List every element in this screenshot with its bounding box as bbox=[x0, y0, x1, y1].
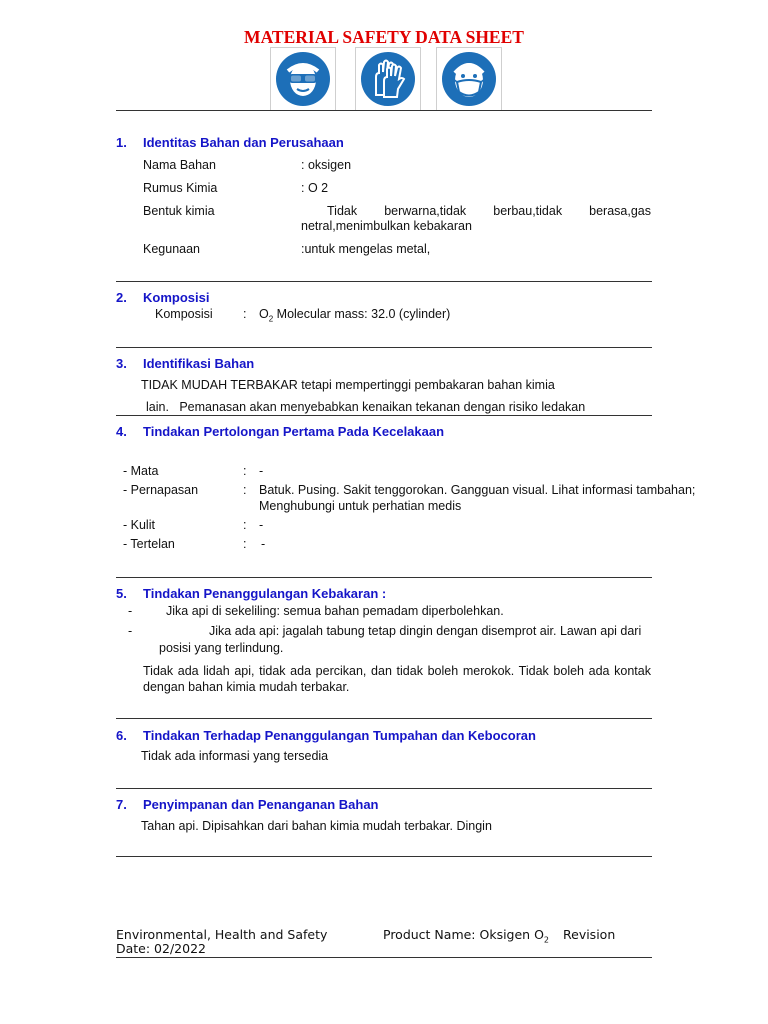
value-tertelan: - bbox=[261, 537, 266, 551]
value-nama-bahan: : oksigen bbox=[301, 158, 352, 172]
protective-gloves-icon bbox=[360, 51, 416, 107]
label-nama-bahan: Nama Bahan bbox=[143, 158, 216, 172]
face-mask-icon bbox=[441, 51, 497, 107]
label-bentuk-kimia: Bentuk kimia bbox=[143, 204, 215, 218]
kebakaran-item-2-line2: posisi yang terlindung. bbox=[159, 641, 284, 655]
divider bbox=[116, 347, 652, 348]
kebakaran-item-1: Jika api di sekeliling: semua bahan pemadam diperbolehkan. bbox=[166, 604, 504, 618]
section-title-identitas: Identitas Bahan dan Perusahaan bbox=[143, 135, 344, 150]
colon: : bbox=[243, 537, 247, 551]
value-bentuk-kimia-line2: netral,menimbulkan kebakaran bbox=[301, 219, 472, 233]
document-title: MATERIAL SAFETY DATA SHEET bbox=[244, 27, 524, 47]
value-kulit: - bbox=[259, 518, 264, 532]
divider bbox=[116, 281, 652, 282]
section-number: 6. bbox=[116, 728, 127, 743]
label-kulit: - Kulit bbox=[123, 518, 155, 532]
label-komposisi: Komposisi bbox=[155, 307, 213, 321]
footer-department: Environmental, Health and Safety bbox=[116, 927, 328, 942]
footer-date: Date: 02/2022 bbox=[116, 941, 206, 956]
footer-revision: Revision bbox=[563, 927, 616, 942]
divider bbox=[116, 856, 652, 857]
label-tertelan: - Tertelan bbox=[123, 537, 175, 551]
colon: : bbox=[243, 483, 247, 497]
colon: : bbox=[243, 518, 247, 532]
kebakaran-para-line2: dengan bahan kimia mudah terbakar. bbox=[143, 680, 350, 694]
value-pernapasan-line1: Batuk. Pusing. Sakit tenggorokan. Gangguan visual. Lihat informasi tambahan; bbox=[259, 483, 696, 497]
bullet: - bbox=[128, 604, 133, 618]
footer-divider bbox=[116, 957, 652, 958]
divider bbox=[116, 415, 652, 416]
identifikasi-text-line2: lain. Pemanasan akan menyebabkan kenaikan tekanan dengan risiko ledakan bbox=[146, 400, 586, 414]
section-number: 2. bbox=[116, 290, 127, 305]
value-kegunaan: :untuk mengelas metal, bbox=[301, 242, 431, 256]
tumpahan-text: Tidak ada informasi yang tersedia bbox=[141, 749, 329, 763]
value-komposisi: $O_2$ Molecular mass: 32.0 (cylinder) bbox=[259, 307, 451, 324]
kebakaran-item-2-line1: Jika ada api: jagalah tabung tetap dingin dengan disemprot air. Lawan api dari bbox=[209, 624, 642, 638]
section-title-tumpahan: Tindakan Terhadap Penanggulangan Tumpahan dan Kebocoran bbox=[143, 728, 536, 743]
bullet: - bbox=[128, 624, 133, 638]
divider bbox=[116, 788, 652, 789]
label-pernapasan: - Pernapasan bbox=[123, 483, 199, 497]
safety-goggles-icon bbox=[275, 51, 331, 107]
colon: : bbox=[243, 464, 247, 478]
footer-product-name: Product Name: Oksigen $O_2$ bbox=[383, 927, 550, 945]
label-rumus-kimia: Rumus Kimia bbox=[143, 181, 218, 195]
identifikasi-text-line1: TIDAK MUDAH TERBAKAR tetapi mempertinggi pembakaran bahan kimia bbox=[141, 378, 555, 392]
value-mata: - bbox=[259, 464, 264, 478]
divider bbox=[116, 718, 652, 719]
penyimpanan-text: Tahan api. Dipisahkan dari bahan kimia mudah terbakar. Dingin bbox=[141, 819, 492, 833]
section-title-komposisi: Komposisi bbox=[143, 290, 210, 305]
section-number: 7. bbox=[116, 797, 127, 812]
section-title-kebakaran: Tindakan Penanggulangan Kebakaran : bbox=[143, 586, 387, 601]
face-mask-sign bbox=[436, 47, 502, 111]
section-number: 3. bbox=[116, 356, 127, 371]
protective-gloves-sign bbox=[355, 47, 421, 111]
colon: : bbox=[243, 307, 247, 321]
divider bbox=[116, 110, 652, 111]
section-title-pertolongan: Tindakan Pertolongan Pertama Pada Kecelakaan bbox=[143, 424, 445, 439]
value-pernapasan-line2: Menghubungi untuk perhatian medis bbox=[259, 499, 462, 513]
section-number: 1. bbox=[116, 135, 127, 150]
section-number: 5. bbox=[116, 586, 127, 601]
section-title-identifikasi: Identifikasi Bahan bbox=[143, 356, 255, 371]
label-mata: - Mata bbox=[123, 464, 159, 478]
divider bbox=[116, 577, 652, 578]
value-rumus-kimia: : O 2 bbox=[301, 181, 329, 195]
safety-goggles-sign bbox=[270, 47, 336, 111]
section-number: 4. bbox=[116, 424, 127, 439]
value-bentuk-kimia-line1: Tidak berwarna,tidak berbau,tidak berasa,gas bbox=[327, 204, 651, 218]
kebakaran-para-line1: Tidak ada lidah api, tidak ada percikan, dan tidak boleh merokok. Tidak boleh ada kontak bbox=[143, 664, 651, 678]
label-kegunaan: Kegunaan bbox=[143, 242, 201, 256]
section-title-penyimpanan: Penyimpanan dan Penanganan Bahan bbox=[143, 797, 379, 812]
